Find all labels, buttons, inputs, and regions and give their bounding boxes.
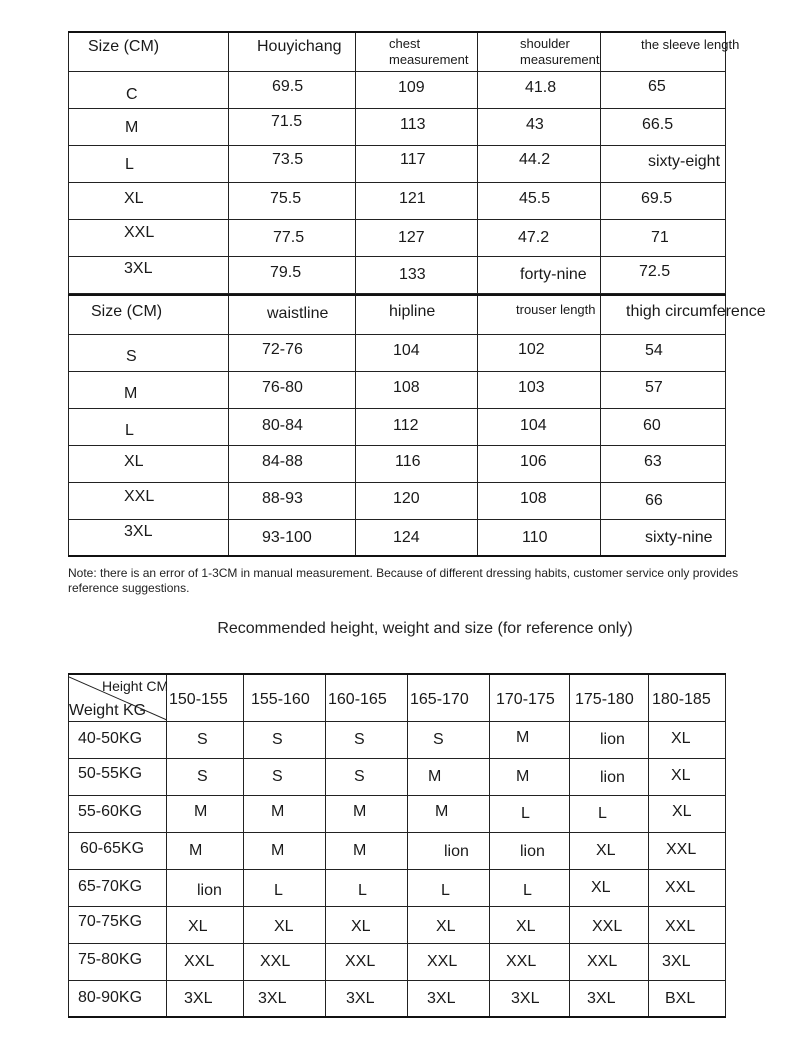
header-size: Size (CM) [88, 38, 160, 55]
size-cell: XL [671, 729, 691, 747]
weight-range-cell: 60-65KG [80, 839, 145, 857]
value-cell: 93-100 [262, 528, 312, 546]
value-cell: 54 [645, 341, 663, 359]
value-cell: 102 [518, 340, 545, 358]
value-cell: 71 [651, 228, 669, 246]
size-cell: S [433, 730, 444, 748]
value-cell: 72-76 [262, 340, 303, 358]
weight-range-cell: 80-90KG [78, 988, 143, 1006]
size-cell: XL [591, 878, 611, 896]
height-range-header: 155-160 [251, 691, 310, 708]
weight-range-cell: 50-55KG [78, 764, 143, 782]
size-cell: 3XL [124, 259, 153, 277]
table-row [69, 408, 726, 445]
height-range-header: 175-180 [575, 691, 634, 708]
size-cell: M [271, 802, 285, 820]
height-range-header: 150-155 [169, 691, 228, 708]
height-range-header: 160-165 [328, 691, 387, 708]
table-row [69, 256, 726, 293]
size-cell: M [271, 841, 285, 859]
size-cell: S [354, 767, 365, 785]
size-cell: L [358, 881, 367, 899]
value-cell: 69.5 [641, 189, 673, 207]
size-cell: M [435, 802, 449, 820]
value-cell: 104 [393, 341, 420, 359]
size-cell: XXL [345, 952, 376, 970]
header-shoulder: shoulder measurement [520, 36, 600, 67]
table-row [69, 371, 726, 408]
size-cell: BXL [665, 989, 696, 1007]
table-row [69, 182, 726, 219]
value-cell: 43 [526, 115, 544, 133]
size-cell: XL [516, 917, 536, 935]
value-cell: 120 [393, 489, 420, 507]
size-cell: M [125, 118, 139, 136]
value-cell: 71.5 [271, 112, 303, 130]
size-cell: lion [600, 768, 625, 786]
value-cell: 103 [518, 378, 545, 396]
header-length: Houyichang [257, 38, 342, 55]
value-cell: 106 [520, 452, 547, 470]
size-cell: 3XL [346, 989, 375, 1007]
size-cell: M [194, 802, 208, 820]
value-cell: 121 [399, 189, 426, 207]
table-row [69, 108, 726, 145]
header-thigh: thigh circumference [626, 303, 766, 320]
size-cell: XL [596, 841, 616, 859]
size-cell: XXL [506, 952, 537, 970]
size-cell: 3XL [258, 989, 287, 1007]
corner-height-label: Height CM [102, 678, 169, 694]
value-cell: 73.5 [272, 150, 304, 168]
height-range-header: 180-185 [652, 691, 711, 708]
size-cell: 3XL [427, 989, 456, 1007]
top-size-table [68, 31, 740, 294]
value-cell: 77.5 [273, 228, 305, 246]
weight-range-cell: 65-70KG [78, 877, 143, 895]
value-cell: 57 [645, 378, 663, 396]
size-cell: S [197, 767, 208, 785]
size-cell: 3XL [184, 989, 213, 1007]
table-header-row [69, 674, 726, 721]
size-cell: S [272, 730, 283, 748]
table-row [69, 71, 726, 108]
size-cell: XL [351, 917, 371, 935]
size-cell: 3XL [587, 989, 616, 1007]
size-cell: lion [444, 842, 469, 860]
size-cell: XL [188, 917, 208, 935]
value-cell: 110 [522, 528, 548, 546]
size-cell: 3XL [662, 952, 691, 970]
size-cell: M [353, 802, 367, 820]
value-cell: forty-nine [520, 265, 587, 283]
header-waist: waistline [267, 305, 329, 322]
size-cell: L [125, 155, 134, 173]
value-cell: 112 [393, 416, 419, 434]
table-row [69, 795, 726, 832]
value-cell: 108 [520, 489, 547, 507]
table-row [69, 943, 726, 980]
size-cell: XXL [184, 952, 215, 970]
size-cell: XL [124, 189, 144, 207]
size-cell: lion [600, 730, 625, 748]
value-cell: 65 [648, 77, 666, 95]
size-cell: XXL [427, 952, 458, 970]
table-row [69, 145, 726, 182]
table-row [69, 980, 726, 1017]
size-cell: XL [671, 766, 691, 784]
value-cell: 133 [399, 265, 426, 283]
table-row [69, 445, 726, 482]
size-cell: XXL [260, 952, 291, 970]
corner-weight-label: Weight KG [69, 702, 147, 719]
header-trouser: trouser length [516, 302, 596, 317]
bottom-size-table [68, 294, 766, 557]
value-cell: 104 [520, 416, 547, 434]
size-cell: XL [436, 917, 456, 935]
size-cell: L [523, 881, 532, 899]
size-cell: XXL [124, 487, 155, 505]
size-cell: XL [672, 802, 692, 820]
size-cell: 3XL [511, 989, 540, 1007]
value-cell: sixty-eight [648, 152, 721, 170]
size-cell: M [516, 728, 530, 746]
table-row [69, 721, 726, 758]
value-cell: 127 [398, 228, 425, 246]
size-cell: L [441, 881, 450, 899]
height-range-header: 170-175 [496, 691, 555, 708]
weight-range-cell: 55-60KG [78, 802, 143, 820]
recommendation-table [68, 673, 726, 1018]
corner-cell [69, 674, 167, 721]
size-cell: XXL [665, 878, 696, 896]
table-row [69, 906, 726, 943]
table-header-row [69, 32, 726, 71]
size-cell: L [274, 881, 283, 899]
weight-range-cell: 40-50KG [78, 729, 143, 747]
header-chest: chest measurement [389, 36, 469, 67]
measurement-note: Note: there is an error of 1-3CM in manual measurement. Because of different dressing habits, customer service only provides reference suggestions. [68, 566, 739, 595]
header-hip: hipline [389, 303, 436, 320]
value-cell: 80-84 [262, 416, 303, 434]
value-cell: sixty-nine [645, 528, 713, 546]
value-cell: 75.5 [270, 189, 302, 207]
size-cell: M [353, 841, 367, 859]
table-row [69, 519, 726, 556]
value-cell: 109 [398, 78, 425, 96]
size-cell: XXL [665, 917, 696, 935]
size-cell: XXL [124, 223, 155, 241]
size-cell: L [125, 421, 134, 439]
table-row [69, 832, 726, 869]
value-cell: 88-93 [262, 489, 303, 507]
table-row [69, 482, 726, 519]
size-cell: M [516, 767, 530, 785]
value-cell: 63 [644, 452, 662, 470]
value-cell: 124 [393, 528, 420, 546]
value-cell: 72.5 [639, 262, 671, 280]
weight-range-cell: 75-80KG [78, 950, 143, 968]
size-cell: M [428, 767, 442, 785]
size-cell: C [126, 85, 138, 103]
table-row [69, 758, 726, 795]
value-cell: 79.5 [270, 263, 302, 281]
value-cell: 60 [643, 416, 661, 434]
recommendation-title: Recommended height, weight and size (for reference only) [217, 620, 633, 637]
weight-range-cell: 70-75KG [78, 912, 143, 930]
table-row [69, 219, 726, 256]
size-cell: M [189, 841, 203, 859]
header-size: Size (CM) [91, 303, 163, 320]
value-cell: 116 [395, 452, 421, 470]
height-range-header: 165-170 [410, 691, 469, 708]
value-cell: 45.5 [519, 189, 551, 207]
size-cell: XL [124, 452, 144, 470]
table-row [69, 334, 726, 371]
value-cell: 44.2 [519, 150, 551, 168]
size-cell: 3XL [124, 522, 153, 540]
table-row [69, 869, 726, 906]
size-cell: S [354, 730, 365, 748]
size-cell: S [197, 730, 208, 748]
size-cell: XXL [666, 840, 697, 858]
size-cell: M [124, 384, 138, 402]
size-cell: XXL [587, 952, 618, 970]
size-cell: L [598, 804, 607, 822]
size-cell: S [272, 767, 283, 785]
value-cell: 76-80 [262, 378, 303, 396]
value-cell: 66 [645, 491, 663, 509]
value-cell: 66.5 [642, 115, 674, 133]
size-cell: lion [520, 842, 545, 860]
size-cell: lion [197, 881, 222, 899]
value-cell: 113 [400, 115, 426, 133]
size-cell: L [521, 804, 530, 822]
value-cell: 84-88 [262, 452, 303, 470]
table-header-row [69, 295, 726, 334]
value-cell: 47.2 [518, 228, 550, 246]
value-cell: 108 [393, 378, 420, 396]
value-cell: 69.5 [272, 77, 304, 95]
value-cell: 41.8 [525, 78, 557, 96]
size-cell: XL [274, 917, 294, 935]
size-cell: S [126, 347, 137, 365]
size-cell: XXL [592, 917, 623, 935]
header-sleeve: the sleeve length [641, 37, 740, 52]
value-cell: 117 [400, 150, 426, 168]
